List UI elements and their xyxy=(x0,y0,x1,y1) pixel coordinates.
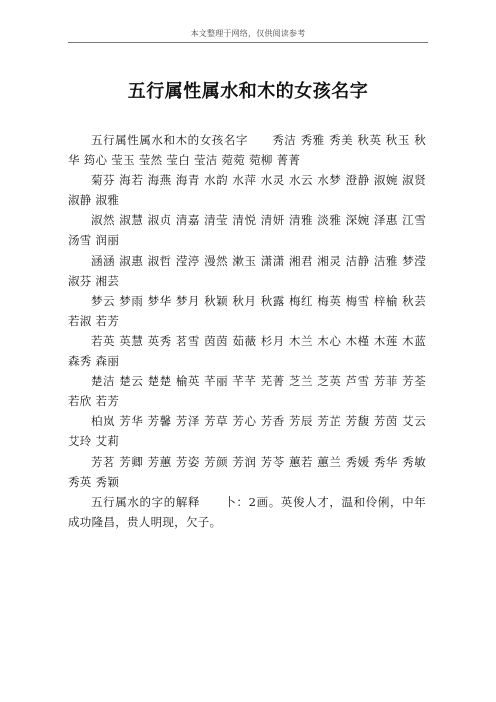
body-paragraph: 柏岚 芳华 芳馨 芳泽 芳草 芳心 芳香 芳辰 芳芷 芳馥 芳茵 艾云 艾玲 艾莉 xyxy=(68,414,426,449)
body-paragraph: 涵涵 淑惠 淑哲 滢渟 漫然 漱玉 潇潇 湘君 湘灵 洁静 洁雅 梦滢 淑芬 湘芸 xyxy=(68,253,426,288)
body-paragraph: 五行属性属水和木的女孩名字 秀洁 秀雅 秀美 秋英 秋玉 秋华 筠心 莹玉 莹然 莹白 莹洁 菀菀 菀柳 菁菁 xyxy=(68,133,426,168)
body-paragraph: 淑然 淑慧 淑贞 清嘉 清莹 清悦 清妍 清雅 淡雅 深婉 泽惠 江雪 汤雪 润丽 xyxy=(68,213,426,248)
body-paragraph: 梦云 梦雨 梦华 梦月 秋颖 秋月 秋露 梅红 梅英 梅雪 梓榆 秋芸 若淑 若芳 xyxy=(68,293,426,328)
body-paragraph: 菊芬 海若 海燕 海青 水韵 水萍 水灵 水云 水梦 澄静 淑婉 淑贤 淑静 淑雅 xyxy=(68,173,426,208)
header-divider xyxy=(68,42,428,43)
body-paragraph: 五行属水的字的解释 卜：2画。英俊人才，温和伶俐，中年成功隆昌，贵人明现，欠子。 xyxy=(68,494,426,529)
body-paragraph: 若英 英慧 英秀 茗雪 茵茵 茹薇 杉月 木兰 木心 木槿 木莲 木蓝 森秀 森丽 xyxy=(68,333,426,369)
body-paragraph: 芳茗 芳卿 芳蕙 芳姿 芳颜 芳润 芳苓 蕙若 蕙兰 秀媛 秀华 秀敏 秀英 秀颖 xyxy=(68,454,426,489)
document-title: 五行属性属水和木的女孩名字 xyxy=(127,81,369,102)
page-header: 本文整理于网络，仅供阅读参考 xyxy=(190,29,306,38)
body-paragraph: 楚洁 楚云 楚楚 榆英 芊丽 芊芊 芜菁 芝兰 芝英 芦雪 芳菲 芳荃 若欣 若芳 xyxy=(68,374,426,409)
document-body xyxy=(68,130,426,532)
